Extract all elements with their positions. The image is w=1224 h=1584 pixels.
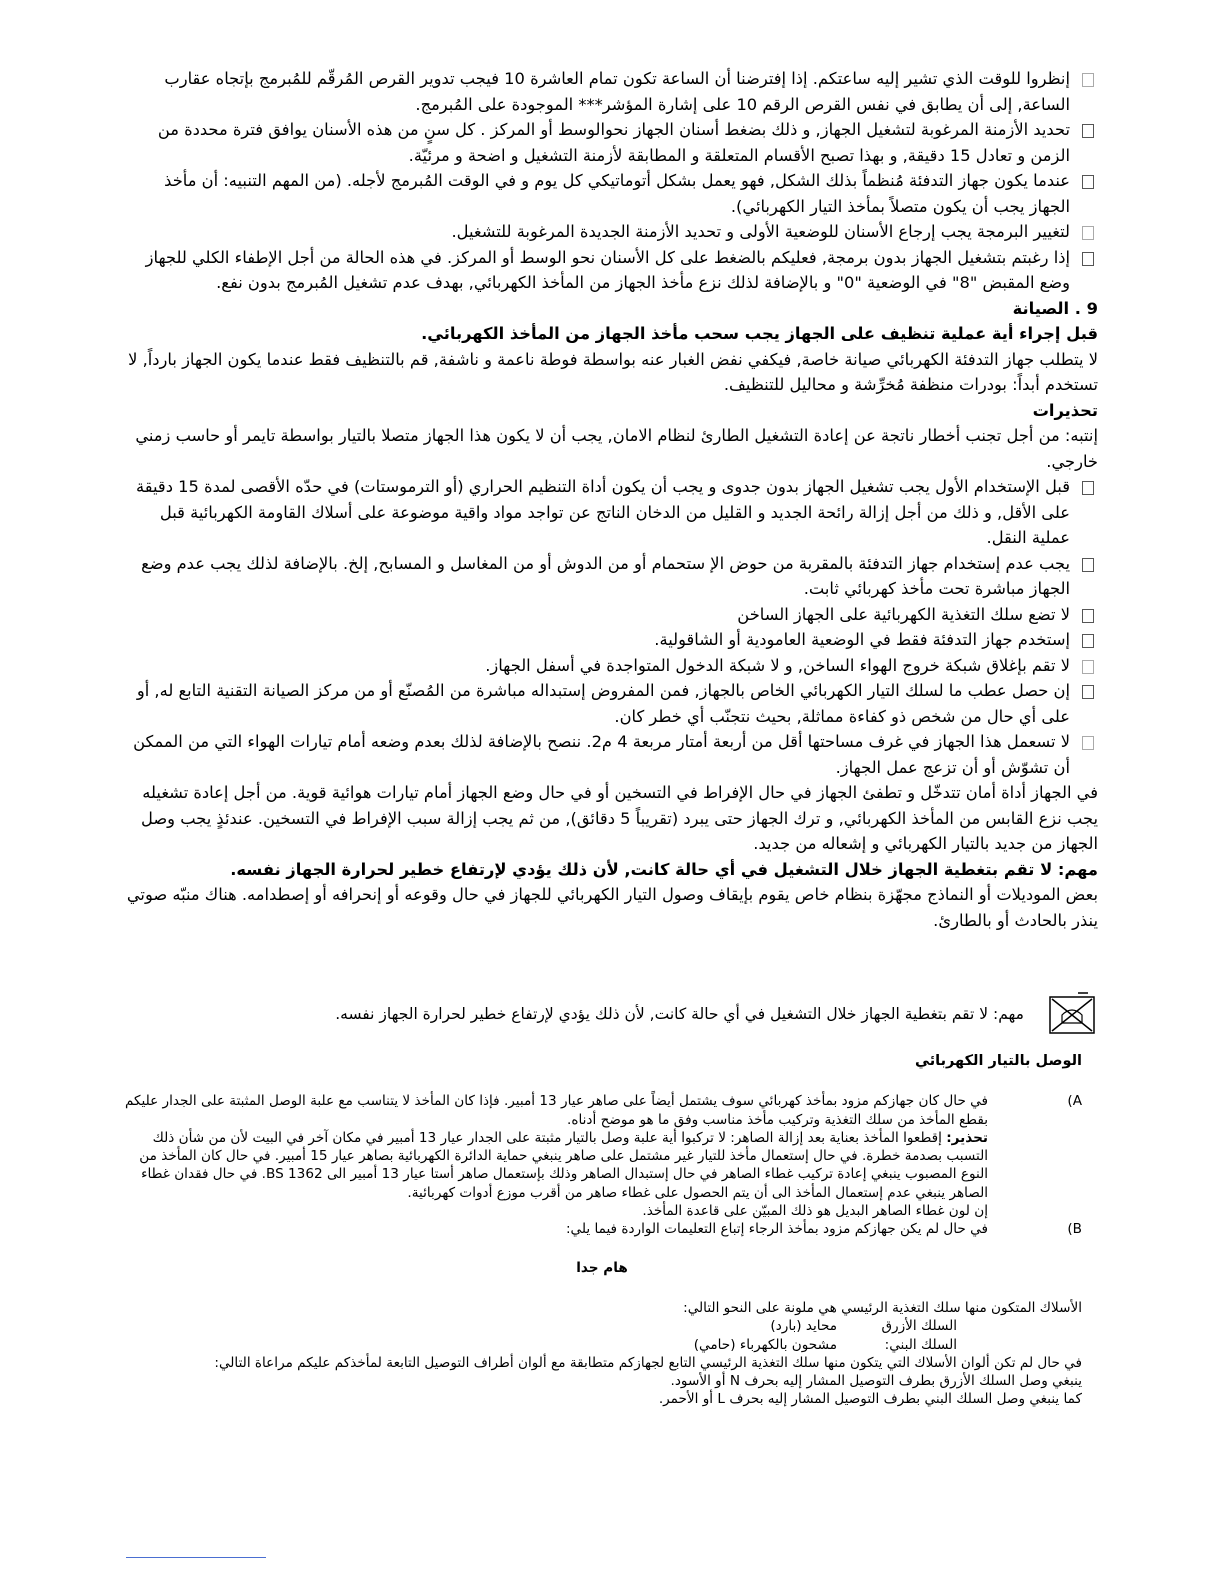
wire-name: السلك البني: bbox=[884, 1336, 957, 1353]
warning-label: تحذير: bbox=[946, 1129, 988, 1146]
wire-row bbox=[122, 1317, 957, 1335]
list-item: لا تقم بإغلاق شبكة خروج الهواء الساخن, و لا شبكة الدخول المتواجدة في أسفل الجهاز. bbox=[123, 653, 1098, 679]
list-item: عندما يكون جهاز التدفئة مُنظماً بذلك الشكل, فهو يعمل بشكل أتوماتيكي كل يوم و في الوقت المُبرمج لأجله. (من المهم التنبيه: أن مأخذ الجهاز يجب أن يكون متصلاً بمأخذ التيار الكهربائي). bbox=[123, 168, 1098, 219]
bullet-box-icon bbox=[1082, 175, 1094, 189]
item-a-last: إن لون غطاء الصاهر البديل هو ذلك المبيّن على قاعدة المأخذ. bbox=[642, 1203, 988, 1220]
bullet-box-icon bbox=[1082, 226, 1094, 240]
warning-text: مهم: لا تقم بتغطية الجهاز خلال التشغيل في أي حالة كانت, لأن ذلك يؤدي لإرتفاع خطير لحرارة الجهاز نفسه. bbox=[335, 1005, 1024, 1023]
item-b-label: (B bbox=[1067, 1221, 1082, 1238]
list-item: لا تضع سلك التغذية الكهربائية على الجهاز الساخن bbox=[123, 602, 1098, 628]
bullet-box-icon bbox=[1082, 634, 1094, 648]
very-important-heading: هام جدا bbox=[576, 1259, 628, 1276]
models-text: بعض الموديلات أو النماذج مجهّزة بنظام خاص يقوم بإيقاف وصول التيار الكهربائي للجهاز في حال وقوعه أو إنحرافه أو إصطدامه. هناك منبّه صوتي ينذر بالحادث أو بالطارئ. bbox=[126, 885, 1098, 930]
wire-role: مشحون بالكهرباء (حامي) bbox=[693, 1336, 837, 1353]
wire-role: محايد (بارد) bbox=[770, 1318, 837, 1335]
blue-wire-rule: ينبغي وصل السلك الأزرق بطرف التوصيل المشار إليه بحرف N أو الأسود. bbox=[670, 1373, 1082, 1390]
bullet-box-icon bbox=[1082, 660, 1094, 674]
section-title: الوصل بالتيار الكهربائي bbox=[915, 1053, 1082, 1069]
bullet-box-icon bbox=[1082, 252, 1094, 266]
bullet-box-icon bbox=[1082, 73, 1094, 87]
item-b-text: في حال لم يكن جهازكم مزود بمأخذ الرجاء إتباع التعليمات الواردة فيما يلي: bbox=[565, 1221, 988, 1238]
maintenance-heading: 9 . الصيانة bbox=[1012, 298, 1098, 318]
footnote-divider bbox=[126, 1557, 266, 1558]
wire-name: السلك الأزرق bbox=[881, 1318, 957, 1335]
instructions-top bbox=[123, 66, 1098, 933]
list-item: لتغيير البرمجة يجب إرجاع الأسنان للوضعية الأولى و تحديد الأزمنة الجديدة المرغوبة للتشغيل. bbox=[123, 219, 1098, 245]
bullet-box-icon bbox=[1082, 558, 1094, 572]
item-a-text: في حال كان جهازكم مزود بمأخذ كهربائي سوف يشتمل أيضاً على صاهر عيار 13 أمبير. فإذا كان المأخذ لا يتناسب مع علبة الوصل المثبتة على الجدار عليكم بقطع المأخذ من سلك التغذية وتركيب مأخذ مناسب وفق ما هو موضح أدناه. bbox=[124, 1093, 988, 1128]
list-item: إنظروا للوقت الذي تشير إليه ساعتكم. إذا إفترضنا أن الساعة تكون تمام العاشرة 10 فيجب تدوير القرص المُرقّم للمُبرمج بإتجاه عقارب الساعة, إلى أن يطابق في نفس القرص الرقم 10 على إشارة المؤشر*** الموجودة على المُبرمج. bbox=[123, 66, 1098, 117]
list-item: يجب عدم إستخدام جهاز التدفئة بالمقربة من حوض الإ ستحمام أو من الدوش أو من المغاسل و المسابح, إلخ. بالإضافة لذلك يجب عدم وضع الجهاز مباشرة تحت مأخذ كهربائي ثابت. bbox=[123, 551, 1098, 602]
list-item: إستخدم جهاز التدفئة فقط في الوضعية العامودية أو الشاقولية. bbox=[123, 627, 1098, 653]
list-item: تحديد الأزمنة المرغوبة لتشغيل الجهاز, و ذلك بضغط أسنان الجهاز نحوالوسط أو المركز . كل سنٍ من هذه الأسنان يوافق فترة محددة من الزمن و تعادل 15 دقيقة, و بهذا تصبح الأقسام المتعلقة و المطابقة لأزمنة التشغيل و اضحة و مرئيّة. bbox=[123, 117, 1098, 168]
item-b bbox=[122, 1220, 1082, 1238]
warnings-text: إنتبه: من أجل تجنب أخطار ناتجة عن إعادة التشغيل الطارئ لنظام الامان, يجب أن لا يكون هذا الجهاز متصلا بالتيار بواسطة تايمر أو حاسب زمني خارجي. bbox=[135, 426, 1098, 471]
list-item: قبل الإستخدام الأول يجب تشغيل الجهاز بدون جدوى و يجب أن يكون أداة التنظيم الحراري (أو الترموستات) في حدّه الأقصى لمدة 15 دقيقة على الأقل, و ذلك من أجل إزالة رائحة الجديد و القليل من الدخان الناتج عن تواجد مواد واقية موضوعة على أسلاك القاومة الكهربائية قبل عملية النقل. bbox=[123, 474, 1098, 551]
list-item: لا تسعمل هذا الجهاز في غرف مساحتها أقل من أربعة أمتار مربعة 4 م2. ننصح بالإضافة لذلك بعدم وضعه أمام تيارات الهواء التي من الممكن أن تشوّش أو أن تزعج عمل الجهاز. bbox=[123, 729, 1098, 780]
bullet-box-icon bbox=[1082, 481, 1094, 495]
item-a-label: (A bbox=[1067, 1093, 1082, 1110]
wire-row bbox=[122, 1336, 957, 1354]
wires-intro: الأسلاك المتكون منها سلك التغذية الرئيسي هي ملونة على النحو التالي: bbox=[683, 1299, 1082, 1316]
important-note: مهم: لا تقم بتغطية الجهاز خلال التشغيل في أي حالة كانت, لأن ذلك يؤدي لإرتفاع خطير لحرارة الجهاز نفسه. bbox=[230, 859, 1098, 879]
item-a bbox=[122, 1092, 1082, 1220]
colors-text: في حال لم تكن ألوان الأسلاك التي يتكون منها سلك التغذية الرئيسي التابع لجهازكم متطابقة مع ألوان أطراف التوصيل التابعة لمأخذكم عليكم مراعاة التالي: bbox=[214, 1354, 1082, 1371]
maintenance-warning: قبل إجراء أية عملية تنظيف على الجهاز يجب سحب مأخذ الجهاز من المأخذ الكهربائي. bbox=[421, 324, 1098, 343]
electrical-connection-section bbox=[122, 1052, 1082, 1409]
list-item: إن حصل عطب ما لسلك التيار الكهربائي الخاص بالجهاز, فمن المفروض إستبداله مباشرة من المُصنّع أو من مركز الصيانة التقنية التابع له, أو على أي حال من شخص ذو كفاءة مماثلة, بحيث نتجنّب أي خطر كان. bbox=[123, 678, 1098, 729]
brown-wire-rule: كما ينبغي وصل السلك البني بطرف التوصيل المشار إليه بحرف L أو الأحمر. bbox=[658, 1391, 1082, 1408]
item-a-warning bbox=[122, 1129, 988, 1202]
warning-row bbox=[128, 991, 1096, 1041]
warnings-heading: تحذيرات bbox=[1032, 400, 1098, 420]
safety-device-text: في الجهاز أداة أمان تتدخّل و تطفئ الجهاز في حال الإفراط في التسخين أو في حال وضع الجهاز أمام تيارات هوائية قوية. من أجل إعادة تشغيله يجب نزع القابس من المأخذ الكهربائي, و ترك الجهاز حتى يبرد (تقريباً 5 دقائق), من ثم يجب إزالة سبب الإفراط في التسخين. عندئذٍ يجب وصل الجهاز من جديد بالتيار الكهربائي و إشعاله من جديد. bbox=[141, 783, 1098, 853]
bullet-box-icon bbox=[1082, 685, 1094, 699]
warning-body: إقطعوا المأخذ بعناية بعد إزالة الصاهر: لا تركبوا أية علبة وصل بالتيار مثبتة على الجدار عيار 13 أمبير في مكان آخر في البيت لأن من شأن ذلك التسبب بصدمة خطرة. في حال إستعمال مأخذ للتيار غير مشتمل على صاهر ينبغي حماية الدائرة الكهربائية بصاهر عيار 15 أمبير. في حال كان المأخذ من النوع المصبوب ينبغي إعادة تركيب غطاء الصاهر في حال إستبدال الصاهر وذلك بإستعمال صاهر أستا عيار 13 أمبير الى BS 1362. في حال فقدان غطاء الصاهر ينبغي عدم إستعمال المأخذ الى أن يتم الحصول على غطاء صاهر من أقرب موزع أدوات كهربائية. bbox=[139, 1129, 988, 1201]
maintenance-text: لا يتطلب جهاز التدفئة الكهربائي صيانة خاصة, فيكفي نفض الغبار عنه بواسطة فوطة ناعمة و ناشفة, قم بالتنظيف فقط عندما يكون الجهاز بارداً, لا تستخدم أبداً: بودرات منظفة مُخرِّشة و محاليل للتنظيف. bbox=[128, 349, 1098, 394]
bullet-box-icon bbox=[1082, 609, 1094, 623]
bullet-box-icon bbox=[1082, 124, 1094, 138]
bullet-box-icon bbox=[1082, 736, 1094, 750]
no-cover-icon bbox=[1048, 991, 1096, 1039]
list-item: إذا رغبتم بتشغيل الجهاز بدون برمجة, فعليكم بالضغط على كل الأسنان نحو الوسط أو المركز. في هذه الحالة من أجل الإطفاء الكلي للجهاز وضع المقبض "8" في الوضعية "0" و بالإضافة لذلك نزع مأخذ الجهاز من المأخذ الكهربائي, بهدف عدم تشغيل المُبرمج بدون نفع. bbox=[123, 245, 1098, 296]
